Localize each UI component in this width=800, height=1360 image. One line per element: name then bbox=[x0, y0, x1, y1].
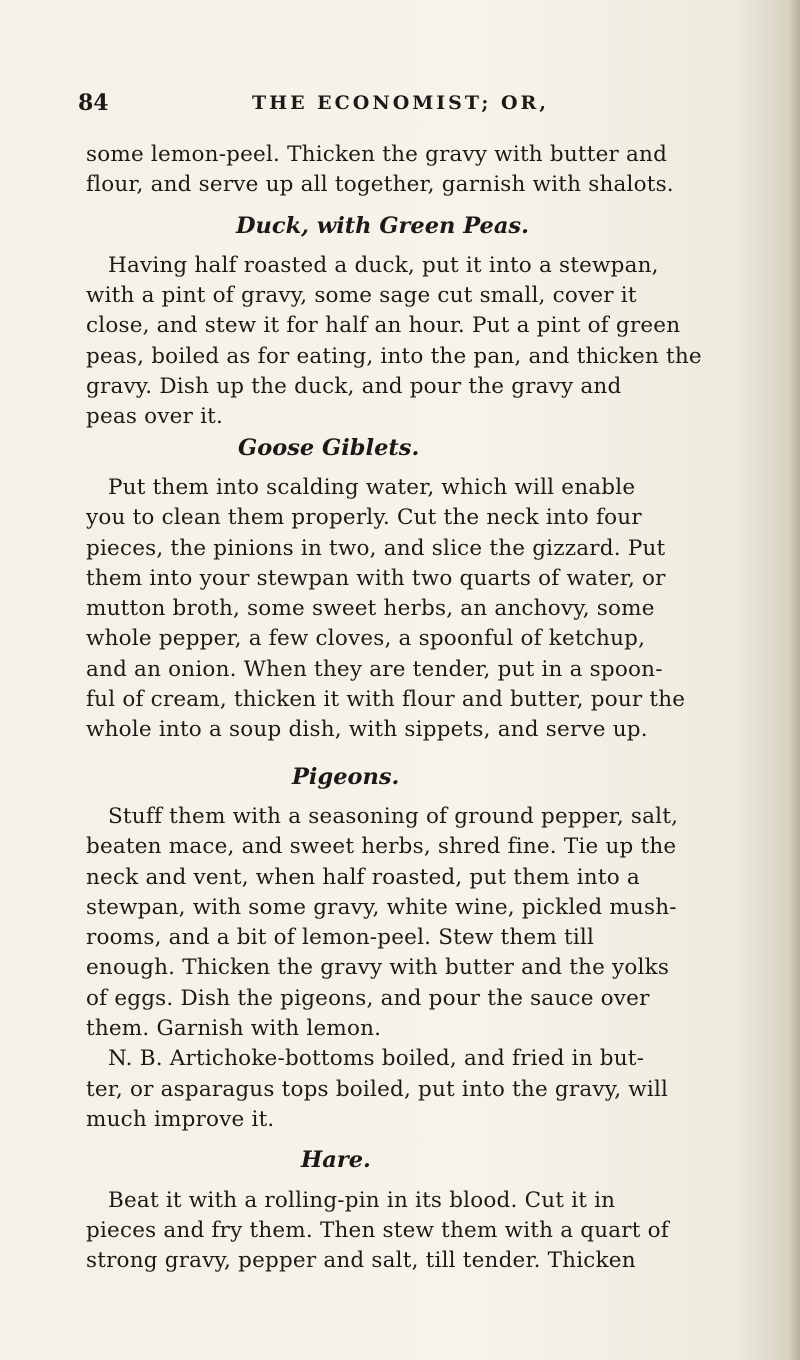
text-line: peas over it. bbox=[86, 404, 224, 430]
text-line: much improve it. bbox=[86, 1106, 275, 1132]
text-line: whole into a soup dish, with sippets, and serve up. bbox=[86, 717, 648, 743]
text-line: N. B. Artichoke-bottoms boiled, and fried in but- bbox=[108, 1046, 645, 1072]
text-line: beaten mace, and sweet herbs, shred fine. Tie up the bbox=[86, 834, 677, 860]
page-edge bbox=[786, 0, 800, 1360]
text-line: close, and stew it for half an hour. Put a pint of green bbox=[86, 313, 681, 339]
text-line: pieces, the pinions in two, and slice the gizzard. Put bbox=[86, 535, 666, 561]
text-line: whole pepper, a few cloves, a spoonful of ketchup, bbox=[86, 626, 646, 652]
text-line: Beat it with a rolling-pin in its blood. Cut it in bbox=[108, 1187, 616, 1213]
text-line: enough. Thicken the gravy with butter and the yolks bbox=[86, 955, 670, 981]
page-number: 84 bbox=[78, 90, 109, 116]
text-line: strong gravy, pepper and salt, till tender. Thicken bbox=[86, 1248, 636, 1274]
text-line: Stuff them with a seasoning of ground pepper, salt, bbox=[108, 803, 679, 829]
text-line: flour, and serve up all together, garnish with shalots. bbox=[86, 172, 674, 198]
text-line: with a pint of gravy, some sage cut small, cover it bbox=[86, 283, 637, 309]
page-header bbox=[78, 86, 678, 126]
text-line: Having half roasted a duck, put it into a stewpan, bbox=[108, 252, 659, 278]
recipe-title-hare: Hare. bbox=[301, 1147, 371, 1174]
running-title: THE ECONOMIST; OR, bbox=[252, 92, 549, 114]
text-line: rooms, and a bit of lemon-peel. Stew them till bbox=[86, 925, 595, 951]
text-line: neck and vent, when half roasted, put them into a bbox=[86, 864, 640, 890]
text-line: and an onion. When they are tender, put in a spoon- bbox=[86, 656, 663, 682]
text-line: pieces and fry them. Then stew them with a quart of bbox=[86, 1217, 669, 1243]
text-line: peas, boiled as for eating, into the pan, and thicken the bbox=[86, 343, 702, 369]
page-body bbox=[86, 140, 736, 1276]
recipe-title-pigeons: Pigeons. bbox=[292, 763, 400, 790]
text-line: stewpan, with some gravy, white wine, pickled mush- bbox=[86, 894, 677, 920]
text-line: of eggs. Dish the pigeons, and pour the sauce over bbox=[86, 985, 650, 1011]
recipe-title-duck: Duck, with Green Peas. bbox=[236, 212, 529, 239]
text-line: them into your stewpan with two quarts of water, or bbox=[86, 565, 666, 591]
text-line: Put them into scalding water, which will enable bbox=[108, 474, 636, 500]
text-line: ful of cream, thicken it with flour and butter, pour the bbox=[86, 687, 686, 713]
text-line: ter, or asparagus tops boiled, put into the gravy, will bbox=[86, 1076, 669, 1102]
recipe-title-goose: Goose Giblets. bbox=[238, 434, 420, 461]
text-line: you to clean them properly. Cut the neck into four bbox=[86, 505, 642, 531]
text-line: gravy. Dish up the duck, and pour the gravy and bbox=[86, 374, 622, 400]
text-line: them. Garnish with lemon. bbox=[86, 1016, 382, 1042]
text-line: some lemon-peel. Thicken the gravy with butter and bbox=[86, 142, 668, 167]
text-line: mutton broth, some sweet herbs, an anchovy, some bbox=[86, 596, 655, 622]
